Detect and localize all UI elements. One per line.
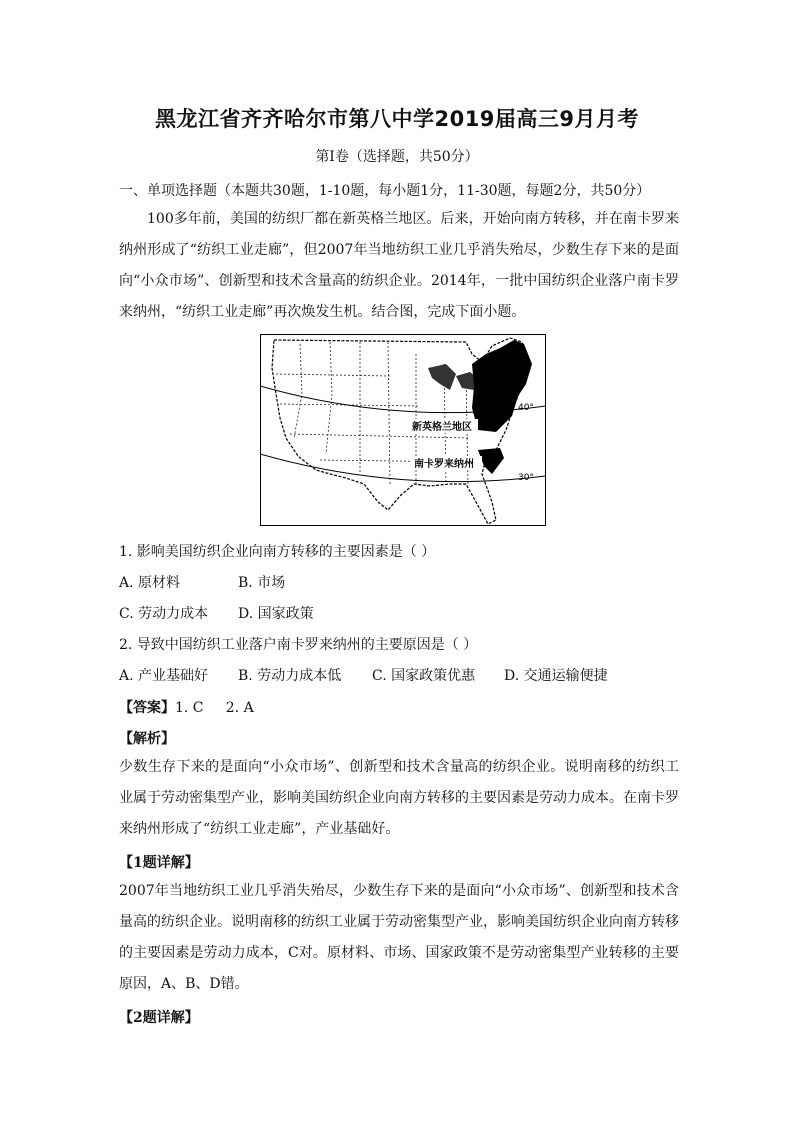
- passage-text: 100多年前，美国的纺织厂都在新英格兰地区。后来，开始向南方转移，并在南卡罗来纳州形成了“纺织工业走廊”，但2007年当地纺织工业几乎消失殆尽，少数生存下来的是面向“小众市场”、创新型和技术含量高的纺织企业。2014年，一批中国纺织企业落户南卡罗来纳州，“纺织工业走廊”再次焕发生机。结合图，完成下面小题。: [119, 211, 679, 320]
- question-2-option-d[interactable]: D. 交通运输便捷: [504, 668, 608, 684]
- page-title: 黑龙江省齐齐哈尔市第八中学2019届高三9月月考: [154, 107, 640, 131]
- answer-line: [119, 697, 254, 717]
- section-heading: 一、单项选择题（本题共30题，1-10题，每小题1分，11-30题，每题2分，共50分）: [119, 183, 651, 199]
- question-2-option-a[interactable]: A. 产业基础好: [119, 668, 209, 684]
- question-1-option-b[interactable]: B. 市场: [238, 575, 286, 591]
- label-lat-40: 40°: [518, 403, 534, 413]
- question-1-option-d[interactable]: D. 国家政策: [238, 606, 314, 622]
- answer-label: 【答案】: [119, 700, 175, 716]
- detail-1-text: 2007年当地纺织工业几乎消失殆尽，少数生存下来的是面向“小众市场”、创新型和技术含量高的纺织企业。说明南移的纺织工业属于劳动密集型产业，影响美国纺织企业向南方转移的主要因素是劳动力成本，C对。原材料、市场、国家政策不是劳动密集型产业转移的主要原因，A、B、D错。: [119, 883, 679, 992]
- question-1-stem: 1. 影响美国纺织企业向南方转移的主要因素是（ ）: [119, 544, 436, 560]
- question-1-option-a[interactable]: A. 原材料: [119, 575, 181, 591]
- answer-text: 1. C 2. A: [175, 700, 254, 716]
- section-subtitle: 第Ⅰ卷（选择题，共50分）: [315, 149, 479, 165]
- label-new-england: 新英格兰地区: [412, 422, 472, 433]
- analysis-text: 少数生存下来的是面向“小众市场”、创新型和技术含量高的纺织企业。说明南移的纺织工业属于劳动密集型产业，影响美国纺织企业向南方转移的主要因素是劳动力成本。在南卡罗来纳州形成了“纺织工业走廊”，产业基础好。: [119, 759, 679, 837]
- us-map-figure: [260, 334, 546, 526]
- label-lat-30: 30°: [518, 473, 534, 483]
- analysis-label: 【解析】: [119, 731, 175, 747]
- detail-1-label: 【1题详解】: [119, 855, 199, 871]
- label-south-carolina: 南卡罗来纳州: [414, 459, 474, 470]
- question-2-option-c[interactable]: C. 国家政策优惠: [372, 668, 476, 684]
- detail-2-label: 【2题详解】: [119, 1010, 199, 1026]
- question-1-option-c[interactable]: C. 劳动力成本: [119, 606, 209, 622]
- question-2-stem: 2. 导致中国纺织工业落户南卡罗来纳州的主要原因是（ ）: [119, 637, 478, 653]
- question-2-option-b[interactable]: B. 劳动力成本低: [238, 668, 342, 684]
